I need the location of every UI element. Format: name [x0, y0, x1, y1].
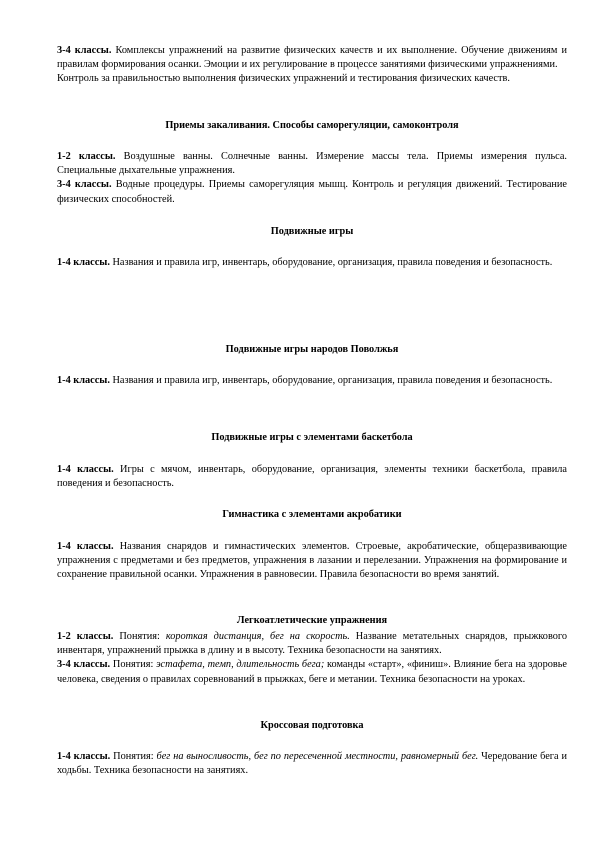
- paragraph-gymnastics: 1-4 классы. Названия снарядов и гимнастических элементов. Строевые, акробатические, общеразвивающие упражнения с предметами и без предметов, упражнения в лазании и перелезании. Упражнения на формирование и сохранение правильной осанки. Упражнения в равновесии. Правила безопасности во время занятий.: [57, 541, 567, 581]
- paragraph-hardening: 1-2 классы. Воздушные ванны. Солнечные ванны. Измерение массы тела. Приемы измерения пульса. Специальные дыхательные упражнения. 3-4 классы. Водные процедуры. Приемы саморегуляция мышц. Контроль и регуляция движений. Тестирование физических способностей.: [57, 151, 567, 205]
- section-heading-cross-country: Кроссовая подготовка: [260, 720, 364, 731]
- section-heading-outdoor-games: Подвижные игры: [270, 226, 354, 237]
- paragraph-athletics: 1-2 классы. Понятия: короткая дистанция, бег на скорость. Название метательных снарядов, прыжкового инвентаря, упражнений прыжка в длину и в высоту. Техника безопасности на занятиях. 3-4 классы. Понятия: эстафета, темп, длительность бега; команды «старт», «финиш». Влияние бега на здоровье человека, сведения о правилах соревнований в прыжках, беге и метании. Техника безопасности на уроках.: [57, 631, 568, 685]
- section-heading-hardening: Приемы закаливания. Способы саморегуляции, самоконтроля: [165, 120, 459, 131]
- section-heading-basketball: Подвижные игры с элементами баскетбола: [211, 432, 413, 443]
- section-heading-gymnastics: Гимнастика с элементами акробатики: [222, 509, 402, 520]
- section-heading-athletics: Легкоатлетические упражнения: [236, 615, 388, 626]
- section-heading-volga-games: Подвижные игры народов Поволжья: [225, 344, 399, 355]
- paragraph-outdoor-games: 1-4 классы. Названия и правила игр, инвентарь, оборудование, организация, правила поведения и безопасность.: [57, 257, 553, 268]
- paragraph-3-4-complexes: 3-4 классы. Комплексы упражнений на развитие физических качеств и их выполнение. Обучение движениям и правилам формирования осанки. Эмоции и их регулирование в процессе занятиями физическими упражнениями. Контроль за правильностью выполнения физических упражнений и тестирования физических качеств.: [57, 45, 567, 85]
- paragraph-cross-country: 1-4 классы. Понятия: бег на выносливость, бег по пересеченной местности, равномерный бег. Чередование бега и ходьбы. Техника безопасности на занятиях.: [57, 751, 568, 777]
- paragraph-basketball: 1-4 классы. Игры с мячом, инвентарь, оборудование, организация, элементы техники баскетбола, правила поведения и безопасность.: [57, 464, 567, 490]
- paragraph-volga-games: 1-4 классы. Названия и правила игр, инвентарь, оборудование, организация, правила поведения и безопасность.: [57, 375, 553, 386]
